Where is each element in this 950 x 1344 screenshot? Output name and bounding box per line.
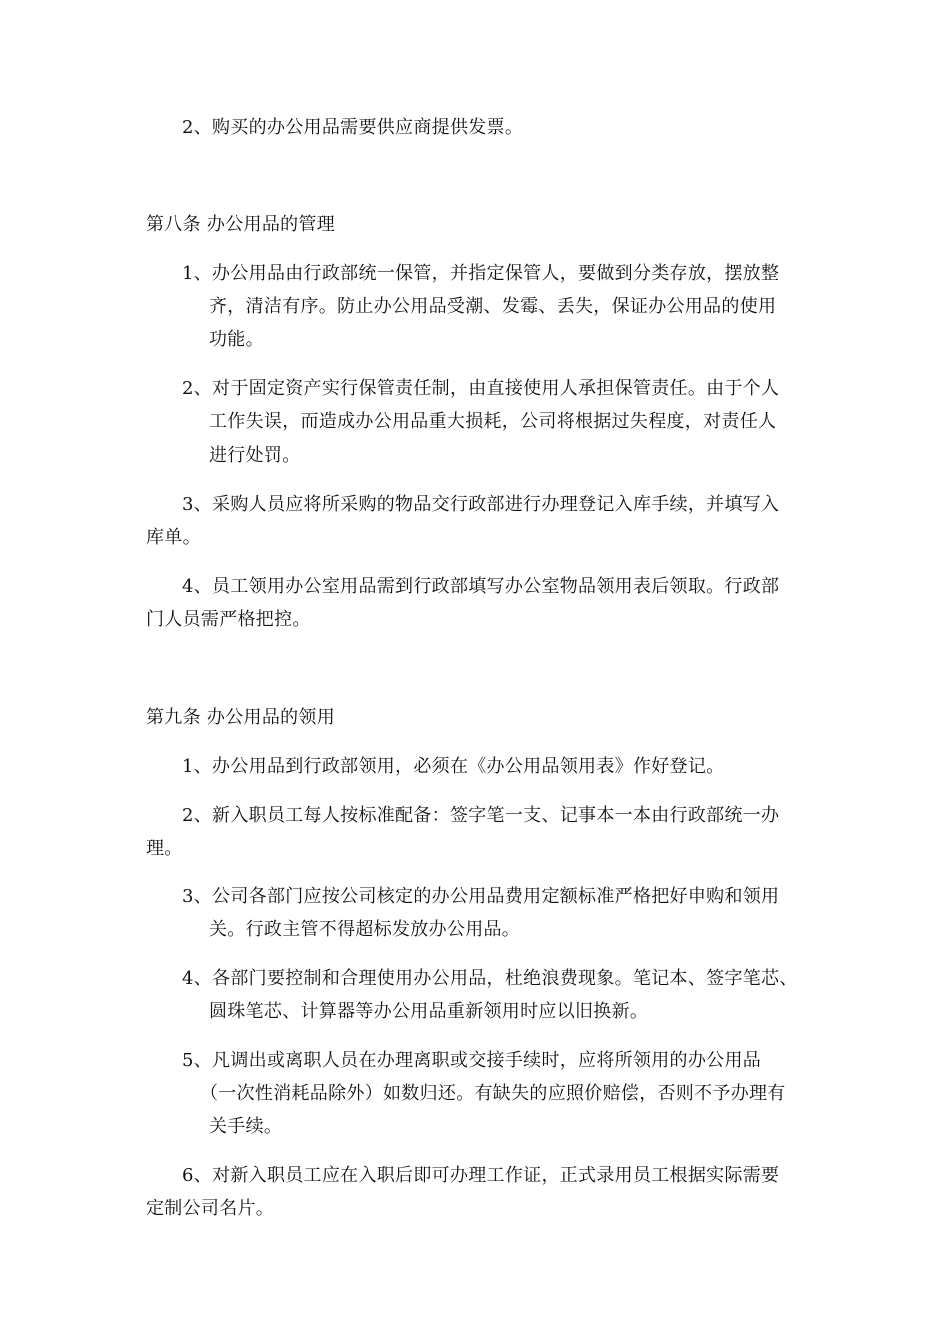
article-8-heading: 第八条 办公用品的管理 xyxy=(146,214,336,235)
article-8-item-2-line-3: 进行处罚。 xyxy=(209,445,301,466)
article-9-item-2-line-2: 理。 xyxy=(146,838,183,859)
article-9-item-1: 1、办公用品到行政部领用，必须在《办公用品领用表》作好登记。 xyxy=(182,756,725,777)
article-9-item-4-line-2: 圆珠笔芯、计算器等办公用品重新领用时应以旧换新。 xyxy=(209,1001,649,1022)
article-7-item-2: 2、购买的办公用品需要供应商提供发票。 xyxy=(182,117,524,138)
article-9-item-3-line-1: 3、公司各部门应按公司核定的办公用品费用定额标准严格把好申购和领用 xyxy=(182,886,780,907)
article-9-item-2-line-1: 2、新入职员工每人按标准配备：签字笔一支、记事本一本由行政部统一办 xyxy=(182,805,780,826)
article-9-item-5-line-3: 关手续。 xyxy=(209,1116,283,1137)
article-8-item-2-line-2: 工作失误，而造成办公用品重大损耗，公司将根据过失程度，对责任人 xyxy=(209,411,777,432)
article-9-item-3-line-2: 关。行政主管不得超标发放办公用品。 xyxy=(209,919,521,940)
article-8-item-1-line-3: 功能。 xyxy=(209,329,264,350)
article-9-item-4-line-1: 4、各部门要控制和合理使用办公用品，杜绝浪费现象。笔记本、签字笔芯、 xyxy=(182,968,798,989)
article-8-item-1-line-2: 齐，清洁有序。防止办公用品受潮、发霉、丢失，保证办公用品的使用 xyxy=(209,296,777,317)
article-9-item-6-line-2: 定制公司名片。 xyxy=(146,1198,275,1219)
article-8-item-4-line-1: 4、员工领用办公室用品需到行政部填写办公室物品领用表后领取。行政部 xyxy=(182,576,780,597)
article-9-item-5-line-2: （一次性消耗品除外）如数归还。有缺失的应照价赔偿，否则不予办理有 xyxy=(200,1083,786,1104)
article-9-heading: 第九条 办公用品的领用 xyxy=(146,707,336,728)
article-8-item-2-line-1: 2、对于固定资产实行保管责任制，由直接使用人承担保管责任。由于个人 xyxy=(182,378,780,399)
article-9-item-5-line-1: 5、凡调出或离职人员在办理离职或交接手续时，应将所领用的办公用品 xyxy=(182,1050,762,1071)
article-8-item-4-line-2: 门人员需严格把控。 xyxy=(146,609,311,630)
article-8-item-1-line-1: 1、办公用品由行政部统一保管，并指定保管人，要做到分类存放，摆放整 xyxy=(182,263,780,284)
article-8-item-3-line-2: 库单。 xyxy=(146,527,201,548)
article-8-item-3-line-1: 3、采购人员应将所采购的物品交行政部进行办理登记入库手续，并填写入 xyxy=(182,494,780,515)
article-9-item-6-line-1: 6、对新入职员工应在入职后即可办理工作证，正式录用员工根据实际需要 xyxy=(182,1165,780,1186)
